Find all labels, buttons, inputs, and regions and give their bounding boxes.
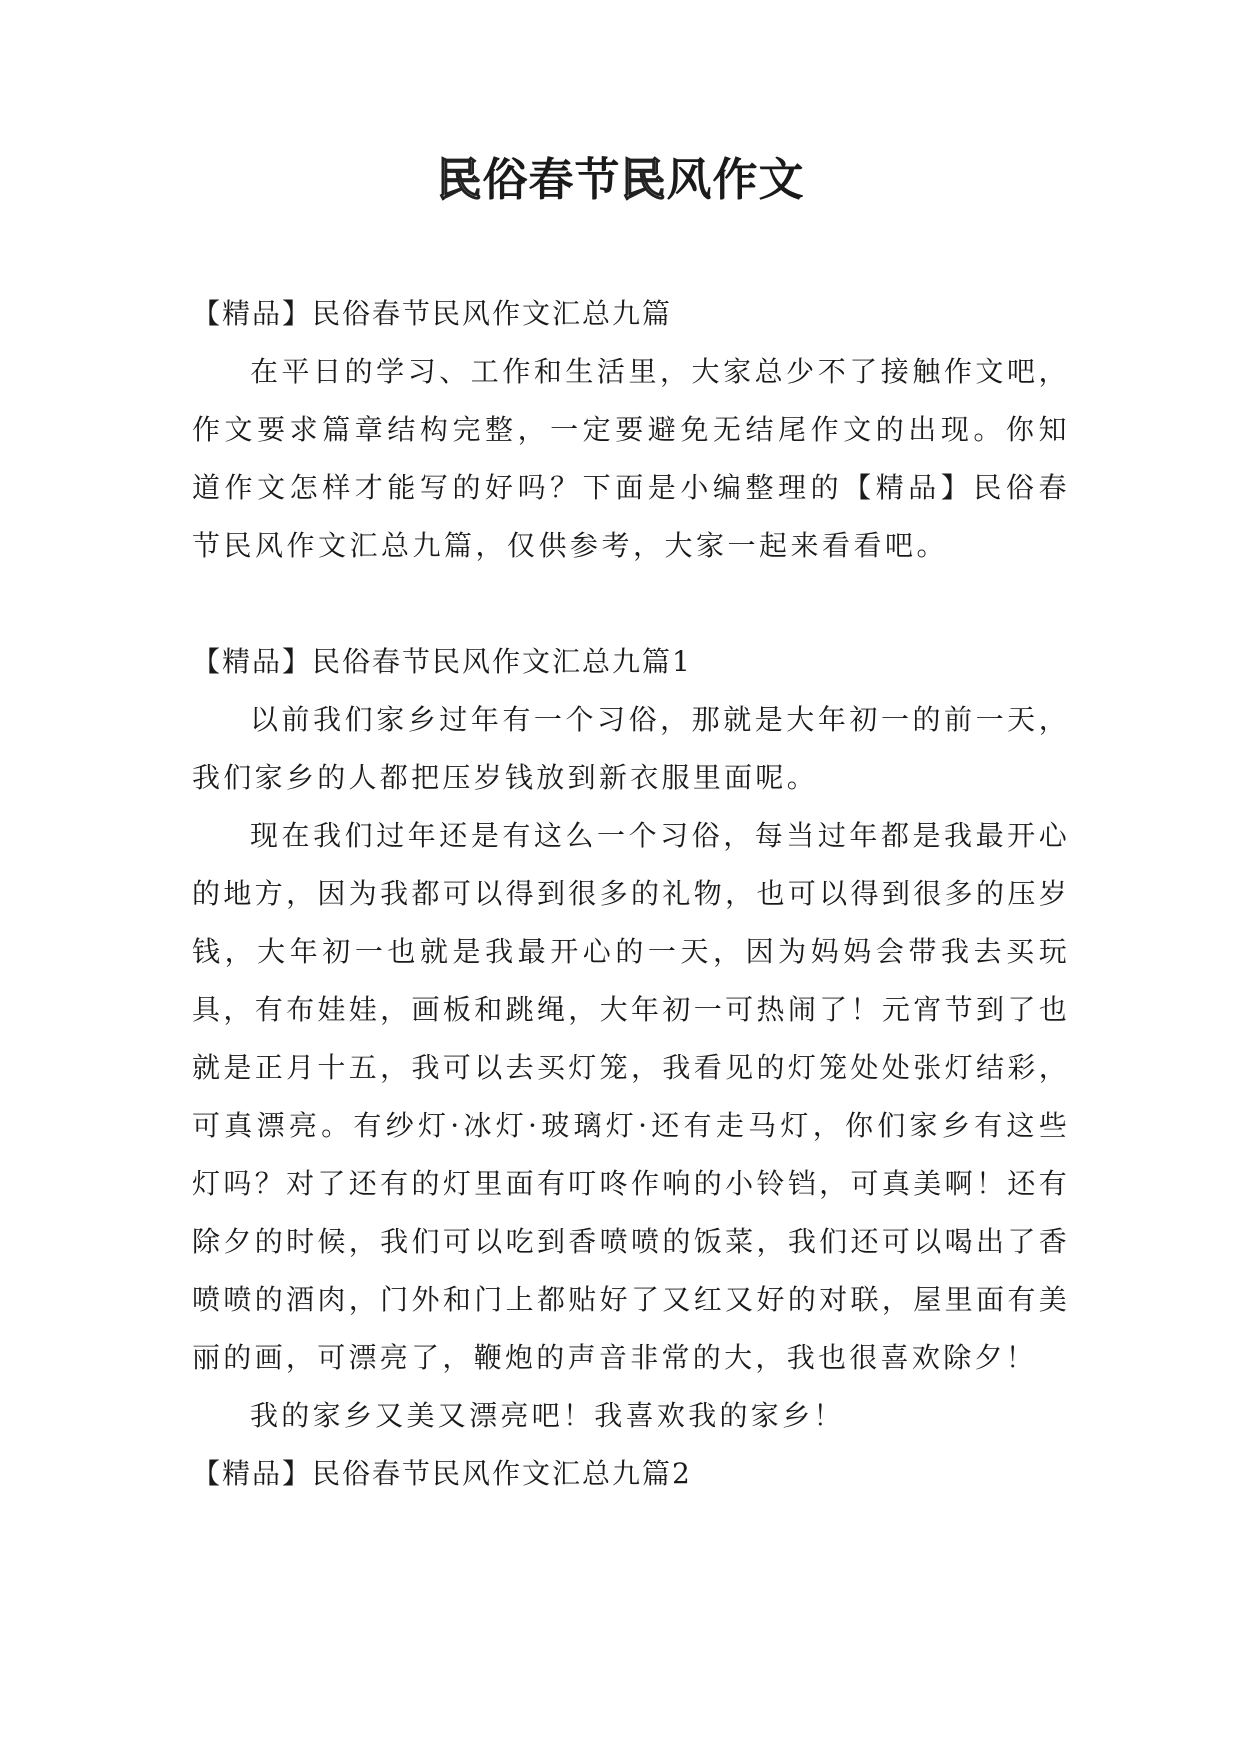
section-1-paragraph-1: 以前我们家乡过年有一个习俗，那就是大年初一的前一天，我们家乡的人都把压岁钱放到新衣服里面呢。 [192, 703, 1070, 794]
section-1-paragraph-3: 我的家乡又美又漂亮吧！我喜欢我的家乡！ [250, 1399, 845, 1432]
intro-paragraph: 在平日的学习、工作和生活里，大家总少不了接触作文吧，作文要求篇章结构完整，一定要避免无结尾作文的出现。你知道作文怎样才能写的好吗？下面是小编整理的【精品】民俗春节民风作文汇总九篇，仅供参考，大家一起来看看吧。 [192, 355, 1070, 562]
title-outline-char: 民 [436, 153, 483, 206]
document-body [192, 285, 1070, 1503]
section-spacer [192, 575, 1070, 633]
document-subtitle: 【精品】民俗春节民风作文汇总九篇 [192, 297, 673, 330]
page-title [0, 150, 1241, 210]
section-heading-2: 【精品】民俗春节民风作文汇总九篇2 [192, 1457, 692, 1490]
title-text: 风作文 [666, 153, 805, 206]
section-heading-1: 【精品】民俗春节民风作文汇总九篇1 [192, 645, 692, 678]
section-1-paragraph-2: 现在我们过年还是有这么一个习俗，每当过年都是我最开心的地方，因为我都可以得到很多的礼物，也可以得到很多的压岁钱，大年初一也就是我最开心的一天，因为妈妈会带我去买玩具，有布娃娃，画板和跳绳，大年初一可热闹了！元宵节到了也就是正月十五，我可以去买灯笼，我看见的灯笼处处张灯结彩，可真漂亮。有纱灯·冰灯·玻璃灯·还有走马灯，你们家乡有这些灯吗？对了还有的灯里面有叮咚作响的小铃铛，可真美啊！还有除夕的时候，我们可以吃到香喷喷的饭菜，我们还可以喝出了香喷喷的酒肉，门外和门上都贴好了又红又好的对联，屋里面有美丽的画，可漂亮了，鞭炮的声音非常的大，我也很喜欢除夕！ [192, 819, 1070, 1374]
title-outline-char: 民 [620, 153, 667, 206]
title-text: 俗春节 [482, 153, 621, 206]
